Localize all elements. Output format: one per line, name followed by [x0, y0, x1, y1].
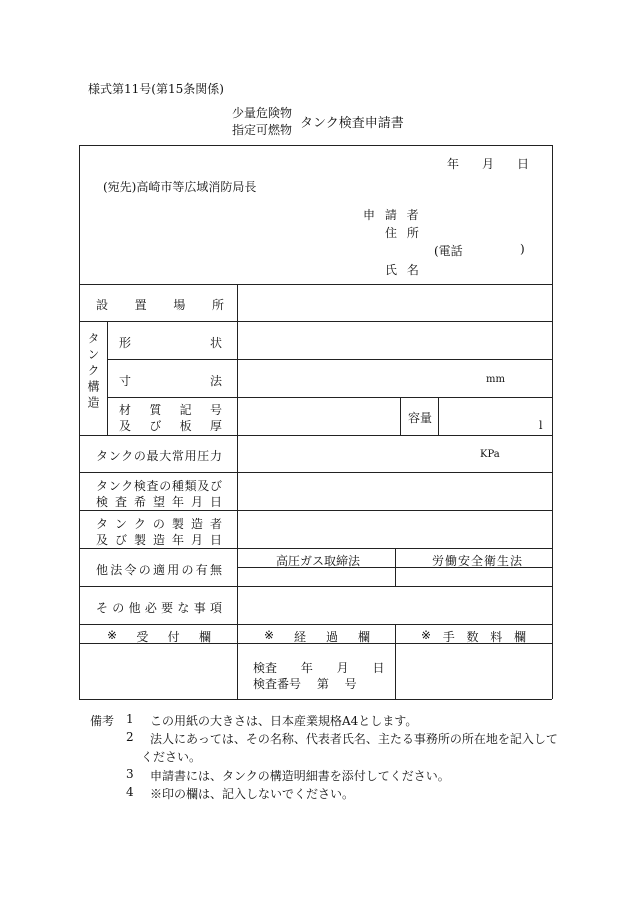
notes-label: 備考 [90, 714, 115, 728]
note-item: この用紙の大きさは、日本産業規格A4とします。 [150, 714, 418, 728]
phone-close-paren: ) [520, 242, 525, 256]
date-month-label: 月 [482, 157, 495, 171]
title-category-hazardous: 少量危険物 [232, 106, 293, 120]
other-laws-label: 他法令の適用の有無 [96, 563, 222, 577]
inspection-number: 検査番号 第 号 [253, 677, 357, 691]
tank-structure-label: タンク構造 [86, 332, 100, 412]
date-day-label: 日 [517, 157, 530, 171]
form-number: 様式第11号(第15条関係) [88, 82, 224, 96]
note-number: 1 [126, 712, 134, 726]
title-category-combustible: 指定可燃物 [232, 123, 293, 137]
frame-left-border [79, 145, 80, 699]
frame-bottom-border [79, 699, 552, 700]
note-item: ※印の欄は、記入しないでください。 [150, 787, 355, 801]
rule-office-divider [395, 624, 396, 699]
location-label: 設 置 場 所 [96, 298, 224, 312]
rule-capacity-left [400, 397, 401, 435]
industrial-safety-law-input[interactable] [396, 568, 551, 585]
note-item: 申請書には、タンクの構造明細書を添付してください。 [150, 769, 450, 783]
dimensions-label: 寸 法 [119, 374, 222, 388]
max-pressure-label: タンクの最大常用圧力 [96, 449, 222, 463]
location-input-cell[interactable] [238, 285, 551, 320]
pressure-unit: KPa [480, 449, 500, 460]
date-year-label: 年 [447, 157, 460, 171]
shape-label: 形 状 [119, 336, 222, 350]
inspection-label-line2: 検査希望年月日 [96, 495, 222, 509]
manufacturer-label-line2: 及び製造年月日 [96, 533, 222, 547]
note-number: 2 [126, 730, 134, 744]
manufacturer-input-cell[interactable] [238, 511, 551, 547]
rule-manufacturer-bottom [79, 548, 552, 549]
other-matters-input-cell[interactable] [238, 587, 551, 623]
name-label: 氏 名 [385, 263, 419, 277]
fee-column-header: ※ 手 数 料 欄 [421, 628, 526, 644]
progress-column-header: ※ 経 過 欄 [264, 628, 370, 644]
manufacturer-label-line1: タンクの製造者 [96, 517, 222, 531]
capacity-unit: l [539, 419, 543, 432]
frame-right-border [552, 145, 553, 699]
page-title: タンク検査申請書 [300, 116, 404, 131]
max-pressure-input-cell[interactable] [238, 436, 473, 471]
frame-top-border [79, 145, 552, 146]
capacity-label: 容量 [408, 411, 433, 425]
dimensions-input-cell[interactable] [238, 360, 478, 396]
inspection-input-cell[interactable] [238, 473, 551, 509]
high-pressure-gas-law-input[interactable] [238, 568, 394, 585]
note-item-continued: ください。 [141, 750, 202, 764]
reception-column-header: ※ 受 付 欄 [107, 628, 211, 644]
phone-label: (電話 [434, 244, 463, 258]
applicant-label: 申 請 者 [363, 208, 419, 222]
address-label: 住 所 [385, 226, 419, 240]
other-matters-label: その他必要な事項 [96, 601, 222, 615]
material-label-line2: 及 び 板 厚 [119, 419, 222, 433]
capacity-input-cell[interactable] [439, 398, 534, 434]
dimensions-unit: mm [486, 374, 505, 385]
rule-tank-structure-column [107, 321, 108, 435]
inspection-label-line1: タンク検査の種類及び [96, 479, 222, 493]
material-input-cell[interactable] [238, 398, 399, 434]
note-item: 法人にあっては、その名称、代表者氏名、主たる事務所の所在地を記入して [150, 732, 558, 746]
shape-input-cell[interactable] [238, 322, 551, 358]
high-pressure-gas-law-label: 高圧ガス取締法 [276, 554, 361, 568]
note-number: 4 [126, 785, 134, 799]
note-number: 3 [126, 767, 134, 781]
material-label-line1: 材 質 記 号 [119, 403, 222, 417]
addressee: (宛先)高崎市等広域消防局長 [103, 180, 257, 194]
rule-other-bottom [79, 624, 552, 625]
inspection-date: 検査 年 月 日 [253, 661, 385, 675]
industrial-safety-law-label: 労働安全衛生法 [432, 554, 524, 568]
